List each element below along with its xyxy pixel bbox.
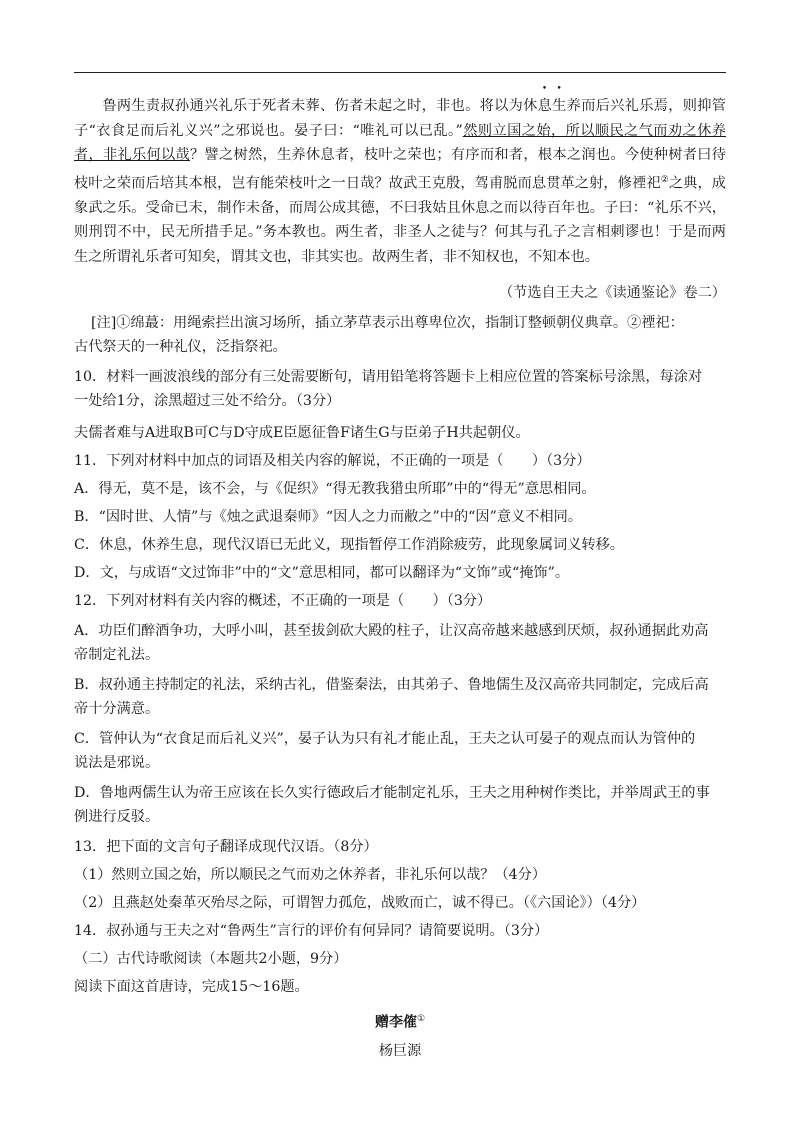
question-10 bbox=[74, 365, 726, 447]
document-body bbox=[74, 94, 726, 1065]
dotted-char: 息 bbox=[537, 98, 553, 114]
option-c: C．休息，休养生息，现代汉语已无此义，现指暂停工作消除疲劳，此现象属词义转移。 bbox=[74, 537, 624, 554]
question-options: 夫儒者难与A进取B可C与D守成E臣愿征鲁F诸生G与臣弟子H共起朝仪。 bbox=[74, 425, 530, 442]
option-b: B．“因时世、人情”与《烛之武退秦师》“因人之力而敝之”中的“因”意义不相同。 bbox=[74, 509, 582, 526]
option-b: B．叔孙通主持制定的礼法，采纳古礼，借鉴秦法，由其弟子、鲁地儒生及汉高帝共同制定，完成后高 bbox=[74, 677, 709, 694]
question-stem: 一处给1分，涂黑超过三处不给分。（3分） bbox=[74, 393, 341, 410]
reading-instruction: 阅读下面这首唐诗，完成15～16题。 bbox=[74, 979, 309, 996]
question-13 bbox=[74, 833, 726, 917]
question-stem: 11．下列对材料中加点的词语及相关内容的解说，不正确的一项是（ ）（3分） bbox=[74, 453, 591, 470]
option-d-cont: 例进行反驳。 bbox=[74, 809, 160, 826]
translate-sentence-2: （2）且燕赵处秦革灭殆尽之际，可谓智力孤危，战败而亡，诚不得已。（《六国论》）（4分） bbox=[74, 895, 646, 912]
footnote-marker: ② bbox=[660, 174, 669, 185]
passage-text: 生养而后兴礼乐焉，则抑管子“衣食足而后礼义兴”之邪说也。晏子曰：“唯礼可以已乱。” bbox=[74, 98, 726, 139]
note-line: 古代祭天的一种礼仪，泛指祭祀。 bbox=[74, 339, 287, 356]
annotation-note bbox=[74, 311, 726, 359]
option-c-cont: 说法是邪说。 bbox=[74, 755, 160, 772]
poem-title bbox=[74, 1005, 726, 1037]
passage-paragraph bbox=[74, 94, 726, 269]
option-c: C．管仲认为“衣食足而后礼义兴”，晏子认为只有礼才能止乱，王夫之认可晏子的观点而认为管仲的 bbox=[74, 731, 696, 748]
footnote-marker: ① bbox=[416, 1014, 426, 1025]
underlined-sentence: 然则立国之始，所以顺民之气而劝之休养者，非礼乐何以哉 bbox=[74, 122, 726, 163]
section-heading: （二）古代诗歌阅读（本题共2小题，9分） bbox=[74, 951, 348, 968]
note-line: [注]①绵蕞：用绳索拦出演习场所，插立茅草表示出尊卑位次，指制订整顿朝仪典章。②禋祀： bbox=[91, 315, 684, 332]
source-citation: （节选自王夫之《读通鉴论》卷二） bbox=[498, 285, 726, 302]
poem-author: 杨巨源 bbox=[378, 1042, 422, 1059]
passage-text: 鲁两生责叔孙通兴礼乐于死者未葬、伤者未起之时，非也。将以为 bbox=[102, 98, 524, 114]
passage-text: 之典，成象武之乐。受命已末，制作未备，而周公成其德，不曰我姑且休息之而以待百年也。子曰：“礼乐不兴，则刑罚不中，民无所措手足。”务本教也。两生者，非圣人之徒与？何其与孔子之言相刺谬也！于是而两生之所谓礼乐者可知矣，谓其文也，非其实也。故两生者，非不知权也，不知本也。 bbox=[74, 175, 726, 265]
translate-sentence-1: （1）然则立国之始，所以顺民之气而劝之休养者，非礼乐何以哉？（4分） bbox=[74, 867, 547, 884]
question-stem: 13．把下面的文言句子翻译成现代汉语。（8分） bbox=[74, 839, 378, 856]
question-stem: 10．材料一画波浪线的部分有三处需要断句，请用铅笔将答题卡上相应位置的答案标号涂黑，每涂对 bbox=[74, 369, 703, 386]
option-b-cont: 帝十分满意。 bbox=[74, 701, 160, 718]
dotted-char: 休 bbox=[523, 98, 538, 114]
question-12 bbox=[74, 587, 726, 829]
header-rule bbox=[74, 72, 726, 73]
question-11 bbox=[74, 447, 726, 587]
passage-text: ？譬之树然，生养休息者，枝叶之荣也；有序而和者，根本之润也。今使种树者曰待枝叶之荣而后培其本根，岂有能荣枝叶之一日哉？故武王克殷，驾甫脱而息贯革之射，修禋祀 bbox=[74, 147, 726, 192]
question-14: 14．叔孙通与王夫之对“鲁两生”言行的评价有何异同？请简要说明。（3分） bbox=[74, 923, 549, 940]
option-d: D．鲁地两儒生认为帝王应该在长久实行德政后才能制定礼乐，王夫之用种树作类比，并举周武王的事 bbox=[74, 785, 710, 802]
question-stem: 12．下列对材料有关内容的概述，不正确的一项是（ ）（3分） bbox=[74, 593, 492, 610]
poem-title-text: 赠李傕 bbox=[374, 1014, 417, 1031]
option-d: D．文，与成语“文过饰非”中的“文”意思相同，都可以翻译为“文饰”或“掩饰”。 bbox=[74, 565, 570, 582]
option-a: A．得无，莫不是，该不会，与《促织》“得无教我猎虫所耶”中的“得无”意思相同。 bbox=[74, 481, 596, 498]
option-a: A．功臣们醉酒争功，大呼小叫，甚至拔剑砍大殿的柱子，让汉高帝越来越感到厌烦，叔孙通据此劝高 bbox=[74, 623, 709, 640]
option-a-cont: 帝制定礼法。 bbox=[74, 647, 160, 664]
